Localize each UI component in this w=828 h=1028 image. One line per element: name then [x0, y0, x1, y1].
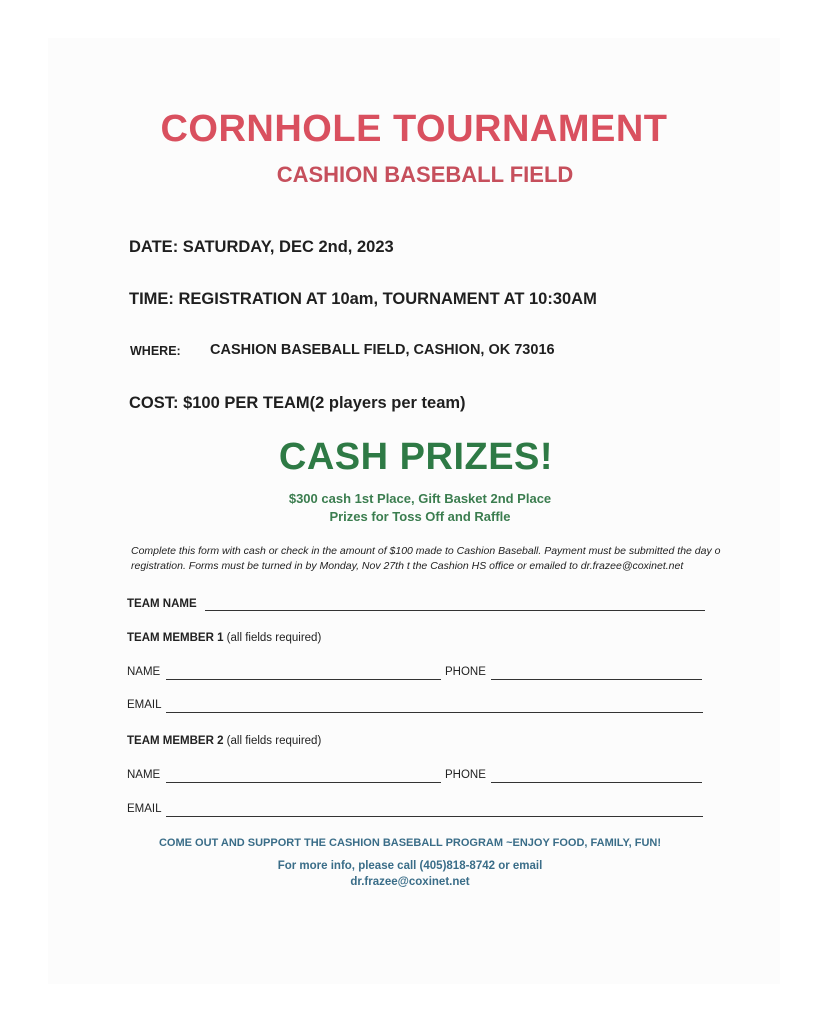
member-1-note: (all fields required): [223, 632, 322, 644]
member-1-phone-label: PHONE: [445, 666, 486, 678]
member-2-note: (all fields required): [223, 735, 322, 747]
prize-line-2: Prizes for Toss Off and Raffle: [329, 509, 511, 524]
member-2-name-label: NAME: [127, 769, 161, 781]
member-1-phone-field[interactable]: [491, 679, 702, 680]
instructions-line-1: Complete this form with cash or check in the amount of $100 made to Cashion Baseball. Payment must be submitted the day o: [131, 545, 721, 557]
team-name-label: TEAM NAME: [127, 598, 197, 610]
instructions-line-2: registration. Forms must be turned in by Monday, Nov 27th t the Cashion HS office or emailed to dr.frazee@coxinet.net: [131, 560, 684, 572]
contact-line-1: For more info, please call (405)818-8742 or email: [277, 860, 543, 872]
member-2-email-label: EMAIL: [127, 803, 162, 815]
support-message: COME OUT AND SUPPORT THE CASHION BASEBALL PROGRAM ~ENJOY FOOD, FAMILY, FUN!: [158, 837, 662, 849]
event-where-value: CASHION BASEBALL FIELD, CASHION, OK 73016: [210, 342, 555, 358]
event-time: TIME: REGISTRATION AT 10am, TOURNAMENT AT 10:30AM: [129, 290, 597, 308]
cash-prizes-headline: CASH PRIZES!: [278, 436, 554, 478]
flyer-title: CORNHOLE TOURNAMENT: [160, 108, 668, 150]
member-1-name-label: NAME: [127, 666, 161, 678]
flyer-subtitle: CASHION BASEBALL FIELD: [276, 162, 574, 187]
member-1-heading-text: TEAM MEMBER 1: [127, 632, 224, 644]
member-1-email-label: EMAIL: [127, 699, 162, 711]
member-1-name-field[interactable]: [166, 679, 441, 680]
prize-line-1: $300 cash 1st Place, Gift Basket 2nd Place: [288, 491, 552, 506]
member-1-email-field[interactable]: [166, 712, 703, 713]
member-2-heading-text: TEAM MEMBER 2: [127, 735, 224, 747]
event-cost: COST: $100 PER TEAM(2 players per team): [129, 394, 466, 412]
member-1-heading: [127, 632, 321, 644]
member-2-email-field[interactable]: [166, 816, 703, 817]
form-instructions: [131, 544, 720, 574]
member-2-name-field[interactable]: [166, 782, 441, 783]
member-2-phone-field[interactable]: [491, 782, 702, 783]
contact-email: dr.frazee@coxinet.net: [350, 876, 470, 888]
member-2-heading: [127, 735, 321, 747]
member-2-phone-label: PHONE: [445, 769, 486, 781]
team-name-field[interactable]: [205, 610, 705, 611]
event-date: DATE: SATURDAY, DEC 2nd, 2023: [129, 238, 394, 256]
event-where-label: WHERE:: [130, 344, 181, 358]
